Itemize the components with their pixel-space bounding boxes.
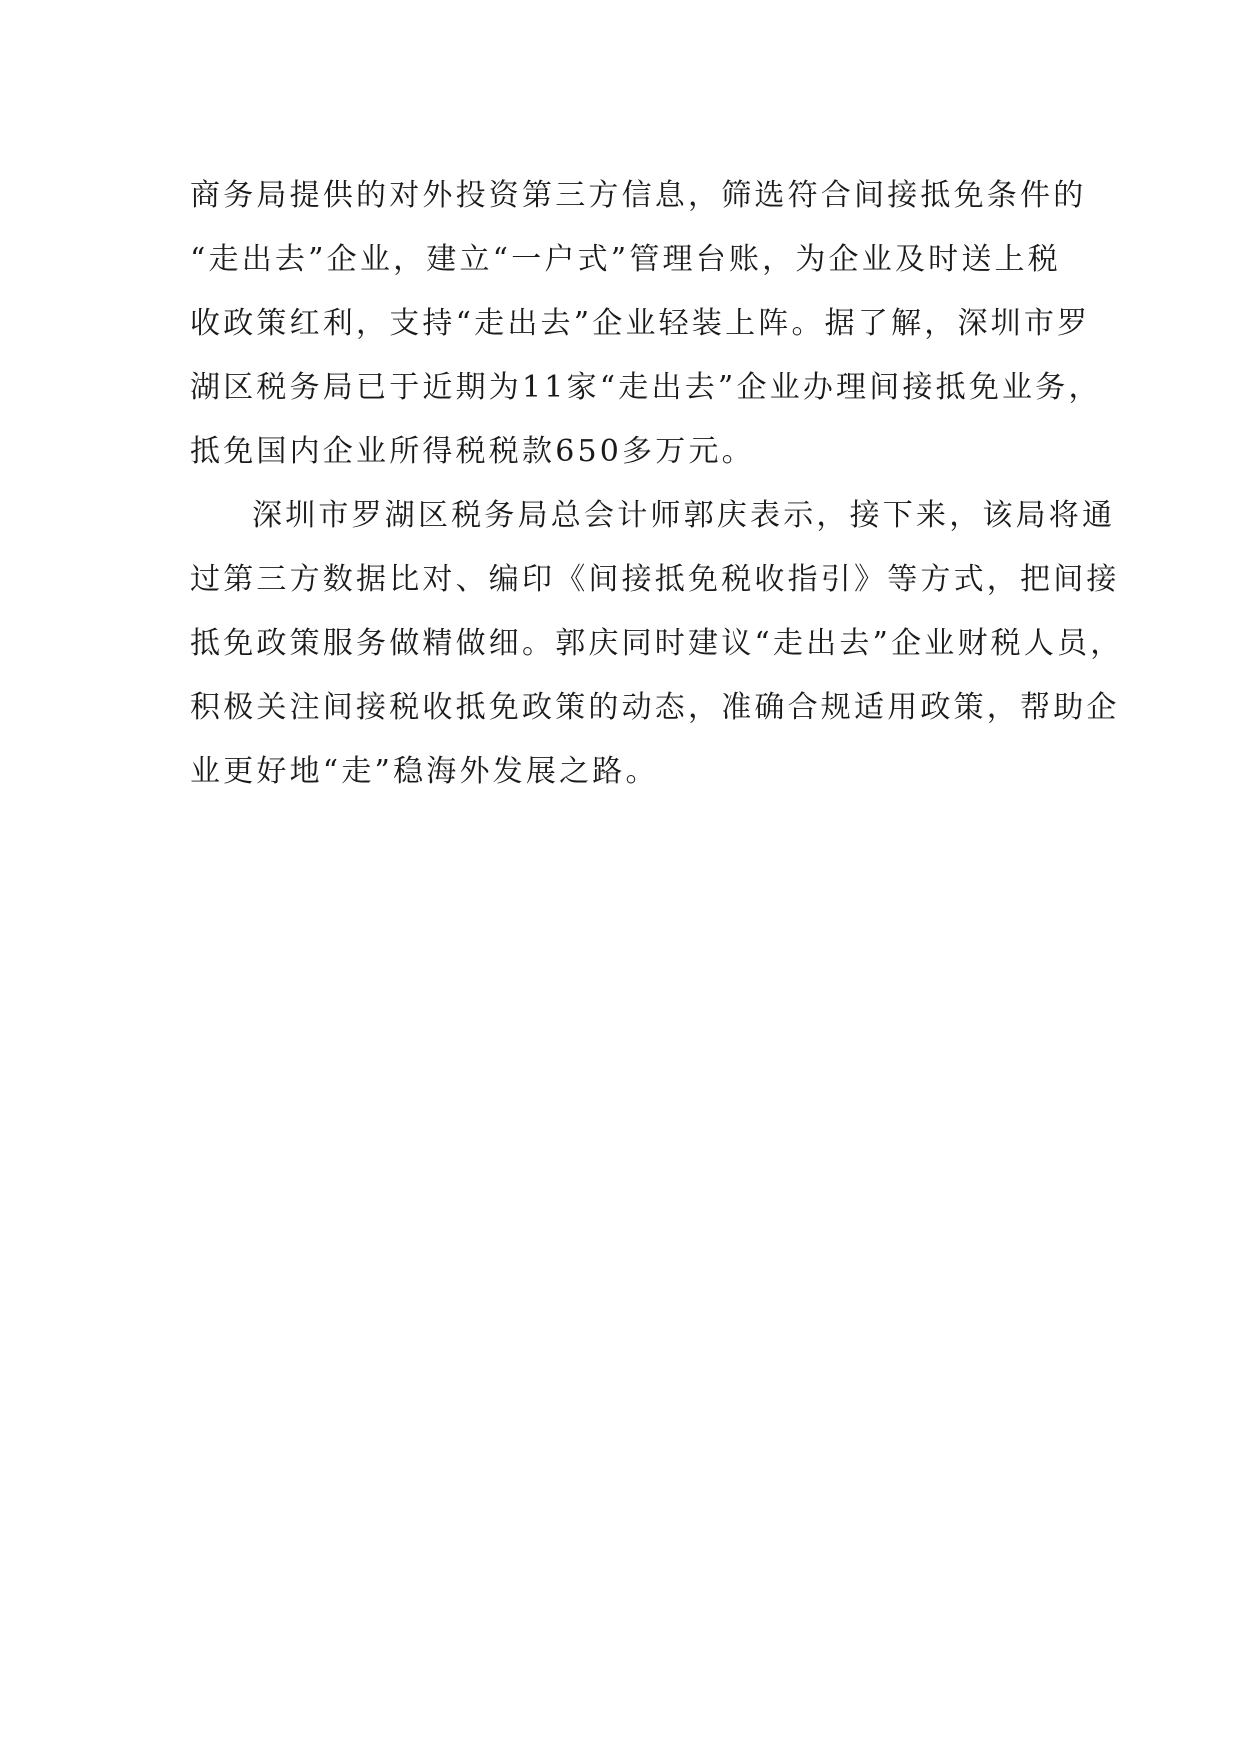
text-line: 商务局提供的对外投资第三方信息，筛选符合间接抵免条件的 xyxy=(190,178,1087,213)
text-line: 收政策红利，支持“走出去”企业轻装上阵。据了解，深圳市罗 xyxy=(190,306,1091,341)
text-line: “走出去”企业，建立“一户式”管理台账，为企业及时送上税 xyxy=(190,242,1061,277)
text-line: 过第三方数据比对、编印《间接抵免税收指引》等方式，把间接 xyxy=(190,562,1120,597)
document-body xyxy=(190,164,1124,804)
text-line: 湖区税务局已于近期为11家“走出去”企业办理间接抵免业务， xyxy=(190,370,1102,405)
text-line: 抵免国内企业所得税税款650多万元。 xyxy=(190,434,755,469)
paragraph-start-line: 深圳市罗湖区税务局总会计师郭庆表示，接下来，该局将通 xyxy=(252,498,1116,533)
text-line: 积极关注间接税收抵免政策的动态，准确合规适用政策，帮助企 xyxy=(190,690,1120,725)
text-line: 抵免政策服务做精做细。郭庆同时建议“走出去”企业财税人员， xyxy=(190,626,1124,661)
text-line: 业更好地“走”稳海外发展之路。 xyxy=(190,754,659,789)
